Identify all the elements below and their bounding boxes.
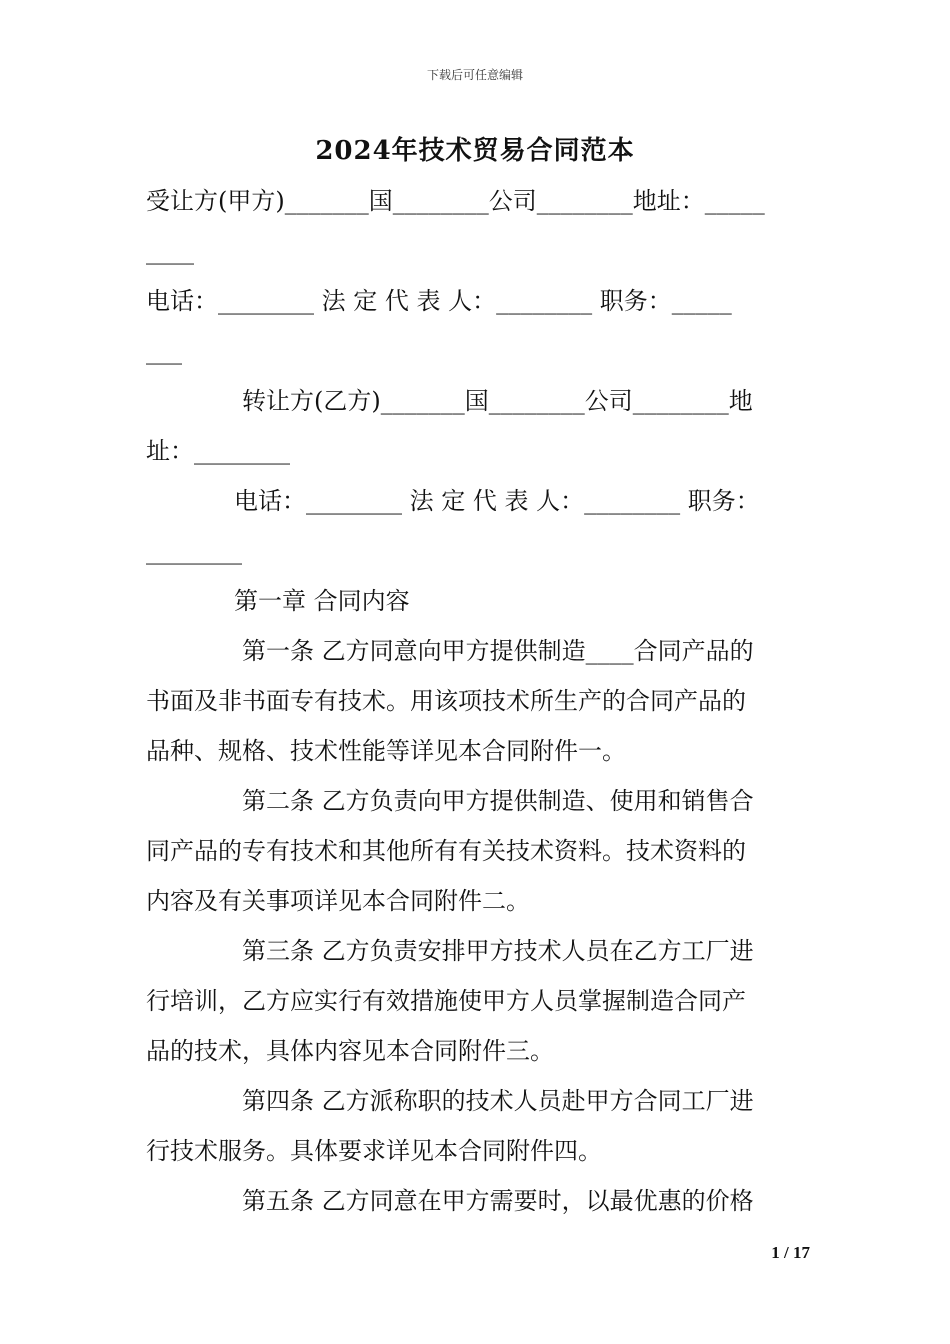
party-b-line: 转让方(乙方)_______国________公司________地 (242, 387, 753, 415)
header-note: 下载后可任意编辑 (426, 68, 523, 82)
party-b-contact-line: 电话：________ 法 定 代 表 人：________ 职务： (234, 487, 760, 515)
article-5-line: 第五条 乙方同意在甲方需要时，以最优惠的价格 (242, 1187, 754, 1215)
article-1-line: 品种、规格、技术性能等详见本合同附件一。 (146, 737, 626, 765)
article-3-line: 行培训，乙方应实行有效措施使甲方人员掌握制造合同产 (146, 987, 746, 1015)
document-body (146, 176, 808, 1226)
chapter-heading: 第一章 合同内容 (234, 587, 410, 615)
article-2-line: 第二条 乙方负责向甲方提供制造、使用和销售合 (242, 787, 754, 815)
party-b-line-cont: 址：________ (146, 437, 290, 465)
article-3-line: 品的技术，具体内容见本合同附件三。 (146, 1037, 554, 1065)
party-a-line-cont: ____ (146, 237, 194, 265)
article-2-line: 内容及有关事项详见本合同附件二。 (146, 887, 530, 915)
party-a-contact-line: 电话：________ 法 定 代 表 人：________ 职务：_____ (146, 287, 732, 315)
article-1-line: 书面及非书面专有技术。用该项技术所生产的合同产品的 (146, 687, 746, 715)
article-3-line: 第三条 乙方负责安排甲方技术人员在乙方工厂进 (242, 937, 754, 965)
document-title: 2024年技术贸易合同范本 (315, 136, 635, 166)
article-4-line: 第四条 乙方派称职的技术人员赴甲方合同工厂进 (242, 1087, 754, 1115)
page-indicator: 1 / 17 (771, 1243, 810, 1262)
party-a-line: 受让方(甲方)_______国________公司________地址：_____ (146, 187, 765, 215)
article-2-line: 同产品的专有技术和其他所有有关技术资料。技术资料的 (146, 837, 746, 865)
article-4-line: 行技术服务。具体要求详见本合同附件四。 (146, 1137, 602, 1165)
party-a-contact-line-cont: ___ (146, 337, 182, 365)
party-b-contact-line-cont: ________ (146, 537, 242, 565)
article-1-line: 第一条 乙方同意向甲方提供制造____合同产品的 (242, 637, 754, 665)
